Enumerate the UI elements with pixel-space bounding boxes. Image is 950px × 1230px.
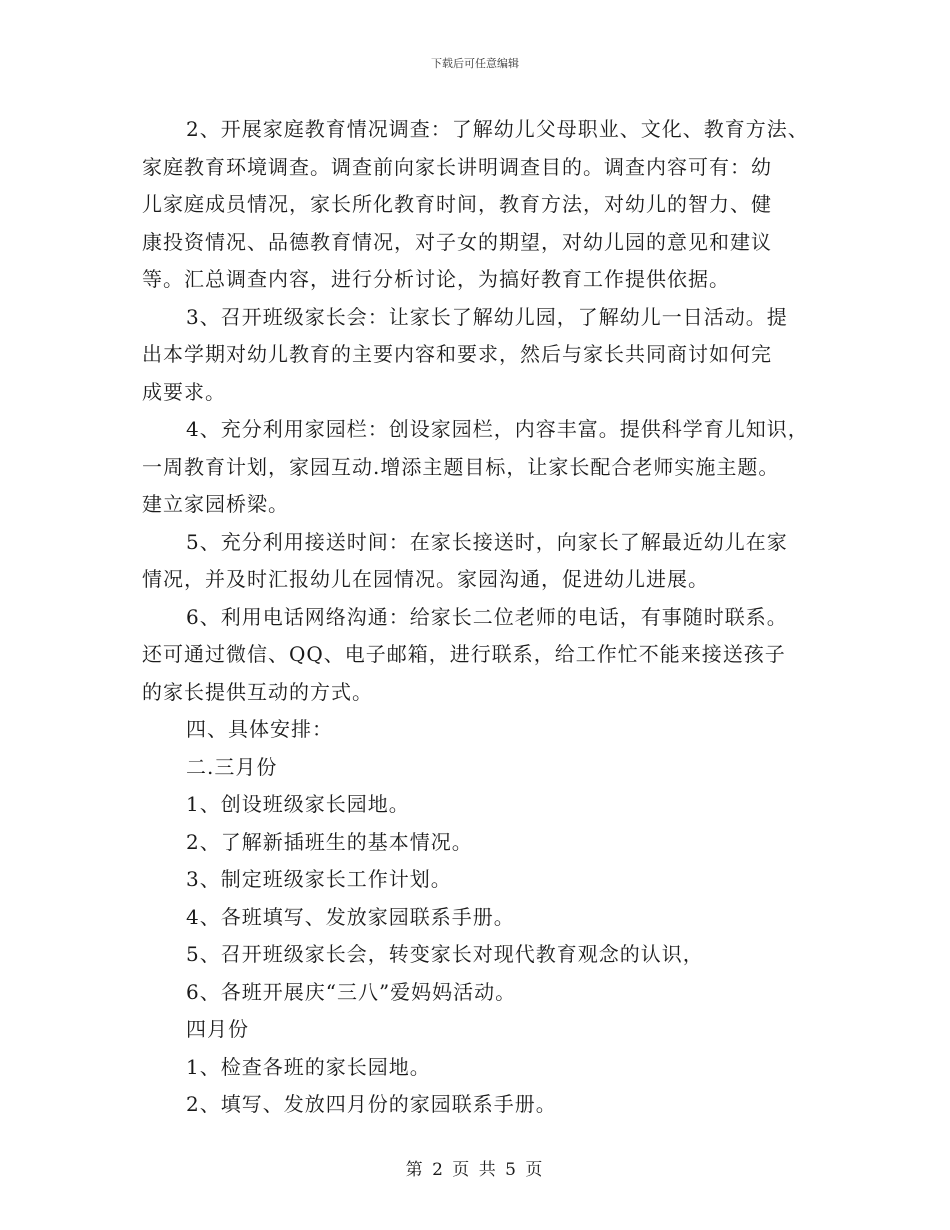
paragraph-line: 1、创设班级家长园地。 xyxy=(186,792,410,816)
page-header: 下载后可任意编辑 xyxy=(431,57,519,70)
paragraph-line: 成要求。 xyxy=(142,379,226,404)
paragraph-line: 的家长提供互动的方式。 xyxy=(142,679,373,704)
paragraph-line: 2、开展家庭教育情况调查：了解幼儿父母职业、文化、教育方法、 xyxy=(186,117,809,141)
paragraph-line: 3、召开班级家长会：让家长了解幼儿园，了解幼儿一日活动。提 xyxy=(186,304,788,329)
paragraph-line: 等。汇总调查内容，进行分析讨论，为搞好教育工作提供依据。 xyxy=(142,267,730,291)
paragraph-line: 4、充分利用家园栏：创设家园栏，内容丰富。提供科学育儿知识， xyxy=(186,417,809,441)
document-body xyxy=(142,111,822,1124)
paragraph-line: 6、各班开展庆“三八”爱妈妈活动。 xyxy=(186,979,517,1004)
paragraph-line: 3、制定班级家长工作计划。 xyxy=(186,867,452,891)
paragraph-line: 家庭教育环境调查。调查前向家长讲明调查目的。调查内容可有：幼 xyxy=(142,154,772,179)
paragraph-line: 出本学期对幼儿教育的主要内容和要求，然后与家长共同商讨如何完 xyxy=(142,342,772,366)
paragraph-line: 儿家庭成员情况，家长所化教育时间，教育方法，对幼儿的智力、健 xyxy=(142,192,772,216)
paragraph-line: 还可通过微信、QQ、电子邮箱，进行联系，给工作忙不能来接送孩子 xyxy=(142,642,786,666)
page-footer: 第 2 页 共 5 页 xyxy=(405,1160,545,1180)
paragraph-line: 情况，并及时汇报幼儿在园情况。家园沟通，促进幼儿进展。 xyxy=(142,567,709,591)
paragraph-line: 1、检查各班的家长园地。 xyxy=(186,1054,431,1079)
paragraph-line: 5、充分利用接送时间：在家长接送时，向家长了解最近幼儿在家 xyxy=(186,529,788,554)
paragraph-line: 4、各班填写、发放家园联系手册。 xyxy=(186,904,515,929)
paragraph-line: 一周教育计划，家园互动.增添主题目标，让家长配合老师实施主题。 xyxy=(142,454,780,479)
paragraph-line: 2、填写、发放四月份的家园联系手册。 xyxy=(186,1092,557,1116)
paragraph-line: 四月份 xyxy=(186,1017,249,1041)
paragraph-line: 2、了解新插班生的基本情况。 xyxy=(186,829,473,854)
paragraph-line: 四、具体安排： xyxy=(186,717,333,741)
paragraph-line: 6、利用电话网络沟通：给家长二位老师的电话，有事随时联系。 xyxy=(186,604,788,629)
paragraph-line: 建立家园桥梁。 xyxy=(142,492,289,516)
paragraph-line: 康投资情况、品德教育情况，对子女的期望，对幼儿园的意见和建议 xyxy=(142,229,772,254)
paragraph-line: 5、召开班级家长会，转变家长对现代教育观念的认识， xyxy=(186,942,704,966)
paragraph-line: 二.三月份 xyxy=(186,754,278,779)
